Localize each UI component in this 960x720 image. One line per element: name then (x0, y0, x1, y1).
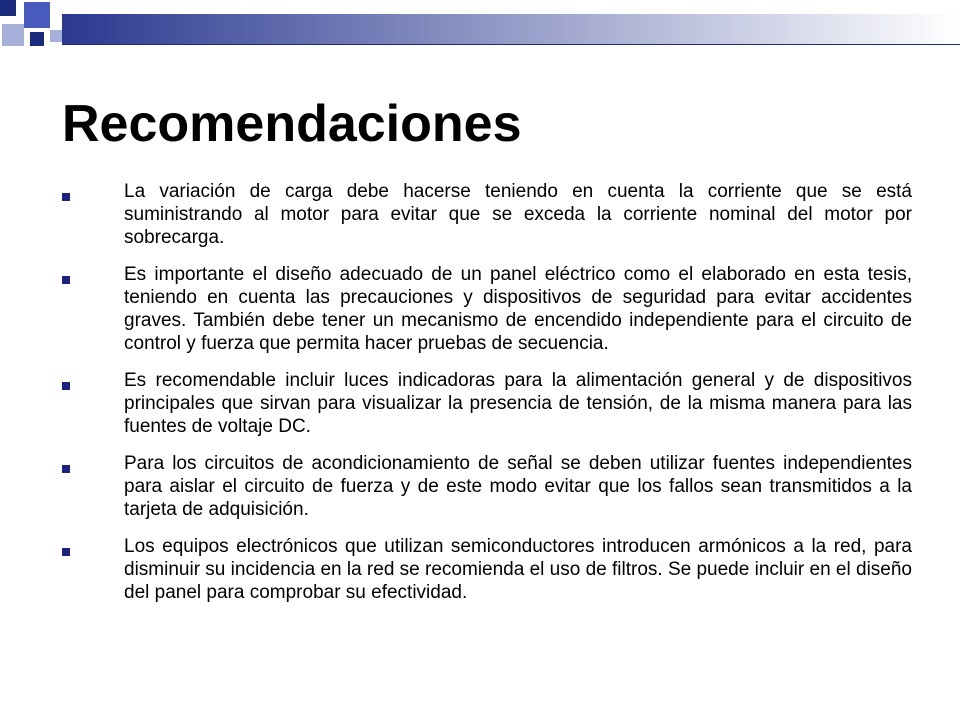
decorative-square-light-small (50, 30, 62, 42)
bullet-text: Es recomendable incluir luces indicadoras para la alimentación general y de dispositivos principales que sirvan para visualizar la presencia de tensión, de la misma manera para las fuentes de voltaje DC. (124, 370, 912, 437)
bullet-item (62, 263, 912, 355)
square-bullet-icon (62, 382, 70, 390)
header-gradient-bar (62, 14, 960, 44)
square-bullet-icon (62, 276, 70, 284)
bullet-list (62, 180, 912, 618)
square-bullet-icon (62, 465, 70, 473)
bullet-text: Los equipos electrónicos que utilizan semiconductores introducen armónicos a la red, para disminuir su incidencia en la red se recomienda el uso de filtros. Se puede incluir en el diseño del panel para comprobar su efectividad. (124, 536, 912, 603)
bullet-item (62, 535, 912, 604)
decorative-square-light (2, 24, 24, 46)
square-bullet-icon (62, 193, 70, 201)
bullet-item (62, 180, 912, 249)
bullet-item (62, 452, 912, 521)
decorative-square-blue (24, 2, 50, 28)
bullet-item (62, 369, 912, 438)
bullet-text: Para los circuitos de acondicionamiento de señal se deben utilizar fuentes independientes para aislar el circuito de fuerza y de este modo evitar que los fallos sean transmitidos a la tarjeta de adquisición. (124, 453, 912, 520)
decorative-square-navy (0, 0, 16, 16)
square-bullet-icon (62, 548, 70, 556)
slide-title: Recomendaciones (62, 95, 522, 153)
decorative-square-navy-small (30, 32, 44, 46)
bullet-text: Es importante el diseño adecuado de un panel eléctrico como el elaborado en esta tesis, teniendo en cuenta las precauciones y dispositivos de seguridad para evitar accidentes graves. También debe tener un mecanismo de encendido independiente para el circuito de control y fuerza que permita hacer pruebas de secuencia. (124, 264, 912, 354)
bullet-text: La variación de carga debe hacerse teniendo en cuenta la corriente que se está suministrando al motor para evitar que se exceda la corriente nominal del motor por sobrecarga. (124, 181, 912, 248)
header-rule (62, 44, 960, 45)
